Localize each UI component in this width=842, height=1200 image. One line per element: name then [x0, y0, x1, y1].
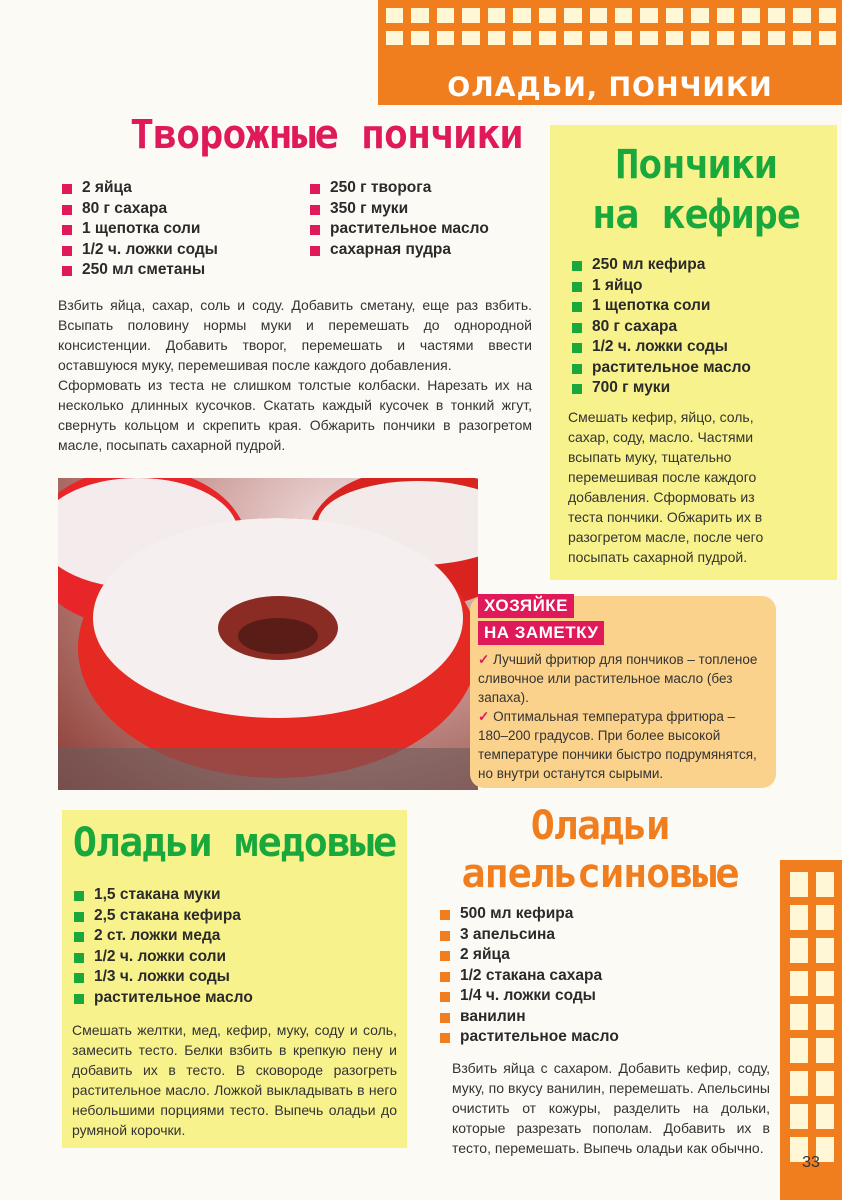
ingredient-item: ванилин [438, 1007, 768, 1028]
recipe-title-honey-pancakes: Оладьи медовые [72, 820, 397, 866]
ingredients-list-orange [438, 904, 768, 1048]
ingredient-item: 1 щепотка соли [570, 296, 820, 317]
recipe-instructions-curd-donuts [58, 295, 532, 455]
title-line: Оладьи [530, 803, 670, 849]
recipe-instructions-orange: Взбить яйца с сахаром. Добавить кефир, соду, муку, по вкусу ванилин, перемешать. Апельсины очистить от кожуры, разделить на дольки, которые разрезать пополам. Добавить их в тесто, перемешать. Выпечь оладьи как обычно. [452, 1060, 770, 1156]
ingredient-item: 1/2 ч. ложки соды [60, 240, 300, 261]
side-decorative-squares [790, 872, 834, 1162]
ingredient-item: 1/2 ч. ложки соды [570, 337, 820, 358]
page-number: 33 [802, 1154, 820, 1171]
ingredient-item: 350 г муки [308, 199, 548, 220]
ingredient-item: 80 г сахара [60, 199, 300, 220]
tip-item [478, 707, 768, 783]
ingredient-item: 1/4 ч. ложки соды [438, 986, 768, 1007]
section-title: ОЛАДЬИ, ПОНЧИКИ [447, 72, 773, 103]
tip-item [478, 650, 768, 707]
tips-body [478, 650, 768, 783]
checkmark-icon: ✓ [478, 652, 490, 667]
side-decorative-band [780, 860, 842, 1200]
ingredient-item: 250 мл сметаны [60, 260, 300, 281]
recipe-title-kefir-donuts [565, 140, 827, 240]
ingredient-item: 3 апельсина [438, 925, 768, 946]
checkmark-icon: ✓ [478, 709, 490, 724]
ingredient-item: 1 яйцо [570, 276, 820, 297]
recipe-instructions-kefir: Смешать кефир, яйцо, соль, сахар, соду, масло. Частями всыпать муку, тщательно перемешивая после каждого добавления. Сформовать из теста пончики. Обжарить их в разогретом масле, после чего посыпать сахарной пудрой. [568, 409, 764, 565]
header-decorative-squares [386, 8, 836, 68]
ingredients-list-left [60, 178, 300, 281]
recipe-title-orange-pancakes [440, 802, 760, 898]
ingredient-item: 500 мл кефира [438, 904, 768, 925]
tips-heading-line1: ХОЗЯЙКЕ [478, 594, 574, 618]
donut-illustration [58, 478, 478, 790]
ingredient-item: 250 г творога [308, 178, 548, 199]
ingredient-item: растительное масло [438, 1027, 768, 1048]
ingredient-item: 1 щепотка соли [60, 219, 300, 240]
recipe-title-curd-donuts: Творожные пончики [130, 112, 523, 158]
ingredient-item: 2 ст. ложки меда [72, 926, 392, 947]
ingredients-list-right [308, 178, 548, 260]
instruction-paragraph: Взбить яйца, сахар, соль и соду. Добавить сметану, еще раз взбить. Всыпать половину нормы муки и перемешать до однородной консистенции. Добавить творог, перемешать и частями ввести оставшуюся муку, перемешивая после каждого добавления. [58, 297, 532, 373]
title-line: Пончики [615, 142, 777, 188]
ingredient-item: 1/2 стакана сахара [438, 966, 768, 987]
ingredient-item: 1/2 ч. ложки соли [72, 947, 392, 968]
donut-photo [58, 478, 478, 790]
tip-text: Лучший фритюр для пончиков – топленое сливочное или растительное масло (без запаха). [478, 652, 758, 705]
title-line: на кефире [592, 192, 800, 238]
ingredient-item: растительное масло [308, 219, 548, 240]
instruction-paragraph: Сформовать из теста не слишком толстые колбаски. Нарезать их на несколько длинных кусочков. Скатать каждый кусочек в тонкий жгут, свернуть кольцом и скрепить края. Обжарить пончики в разогретом масле, посыпать сахарной пудрой. [58, 377, 532, 453]
ingredient-item: растительное масло [570, 358, 820, 379]
section-header-band [378, 0, 842, 105]
ingredient-item: сахарная пудра [308, 240, 548, 261]
ingredient-item: 700 г муки [570, 378, 820, 399]
ingredient-item: 1,5 стакана муки [72, 885, 392, 906]
tip-text: Оптимальная температура фритюра – 180–200 градусов. При более высокой температуре пончики быстро подрумянятся, но внутри останутся сырыми. [478, 709, 757, 781]
title-line: апельсиновые [461, 851, 739, 897]
ingredient-item: 2 яйца [60, 178, 300, 199]
ingredient-item: 80 г сахара [570, 317, 820, 338]
ingredient-item: 2,5 стакана кефира [72, 906, 392, 927]
ingredient-item: растительное масло [72, 988, 392, 1009]
ingredients-list-honey [72, 885, 392, 1008]
ingredient-item: 250 мл кефира [570, 255, 820, 276]
tips-heading-line2: НА ЗАМЕТКУ [478, 621, 604, 645]
ingredient-item: 2 яйца [438, 945, 768, 966]
ingredient-item: 1/3 ч. ложки соды [72, 967, 392, 988]
ingredients-list-kefir [570, 255, 820, 399]
recipe-instructions-honey: Смешать желтки, мед, кефир, муку, соду и соль, замесить тесто. Белки взбить в крепкую пену и добавить их в тесто. В сковороде разогреть растительное масло. Ложкой выкладывать в него небольшими порциями тесто. Выпечь оладьи до румяной корочки. [72, 1022, 397, 1138]
